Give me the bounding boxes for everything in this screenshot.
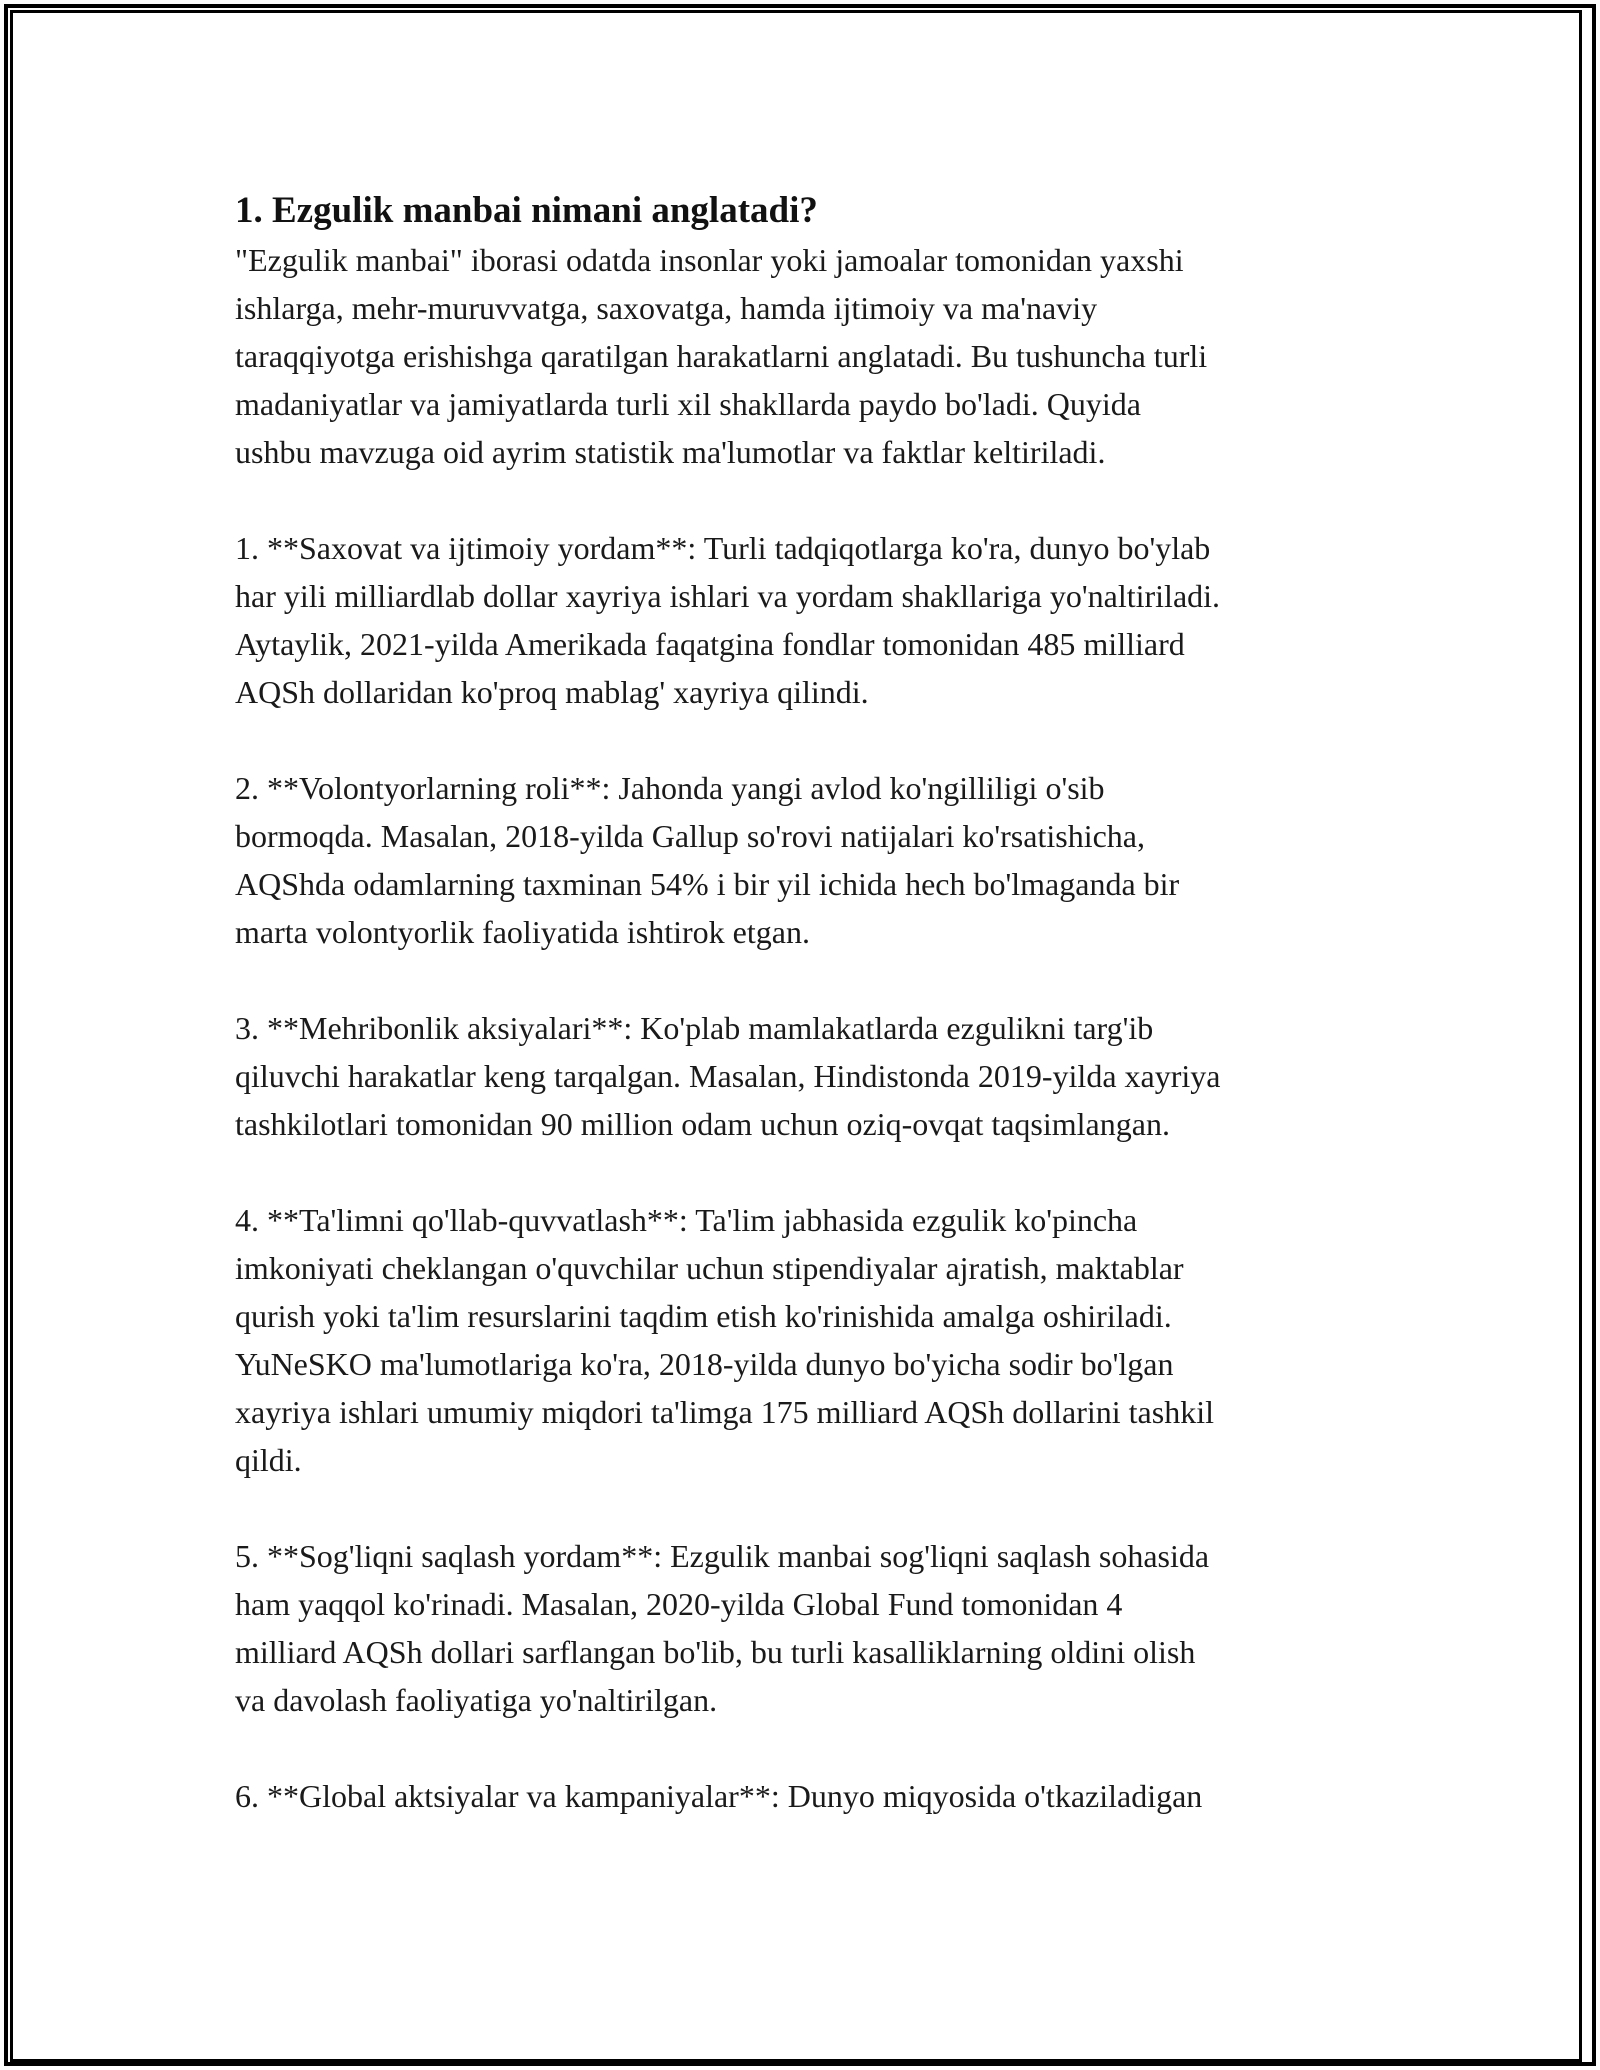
intro-paragraph: "Ezgulik manbai" iborasi odatda insonlar yoki jamoalar tomonidan yaxshi ishlarga, mehr-muruvvatga, saxovatga, hamda ijtimoiy va ma'naviy taraqqiyotga erishishga qaratilgan harakatlarni anglatadi. Bu tushuncha turli madaniyatlar va jamiyatlarda turli xil shakllarda paydo bo'ladi. Quyida ushbu mavzuga oid ayrim statistik ma'lumotlar va faktlar keltiriladi. [235, 242, 1208, 470]
list-item-5: 5. **Sog'liqni saqlash yordam**: Ezgulik manbai sog'liqni saqlash sohasida ham yaqqol ko'rinadi. Masalan, 2020-yilda Global Fund tomonidan 4 milliard AQSh dollari sarflangan bo'lib, bu turli kasalliklarning oldini olish va davolash faoliyatiga yo'naltirilgan. [235, 1538, 1210, 1718]
list-item-1: 1. **Saxovat va ijtimoiy yordam**: Turli tadqiqotlarga ko'ra, dunyo bo'ylab har yili milliardlab dollar xayriya ishlari va yordam shakllariga yo'naltiriladi. Aytaylik, 2021-yilda Amerikada faqatgina fondlar tomonidan 485 milliard AQSh dollaridan ko'proq mablag' xayriya qilindi. [235, 530, 1221, 710]
section-heading: 1. Ezgulik manbai nimani anglatadi? [235, 190, 818, 231]
list-item-2: 2. **Volontyorlarning roli**: Jahonda yangi avlod ko'ngilliligi o'sib bormoqda. Masalan, 2018-yilda Gallup so'rovi natijalari ko'rsatishicha, AQShda odamlarning taxminan 54% i bir yil ichida hech bo'lmaganda bir marta volontyorlik faoliyatida ishtirok etgan. [235, 770, 1180, 950]
list-item-3: 3. **Mehribonlik aksiyalari**: Ko'plab mamlakatlarda ezgulikni targ'ib qiluvchi harakatlar keng tarqalgan. Masalan, Hindistonda 2019-yilda xayriya tashkilotlari tomonidan 90 million odam uchun oziq-ovqat taqsimlangan. [235, 1010, 1221, 1142]
list-item-4: 4. **Ta'limni qo'llab-quvvatlash**: Ta'lim jabhasida ezgulik ko'pincha imkoniyati cheklangan o'quvchilar uchun stipendiyalar ajratish, maktablar qurish yoki ta'lim resurslarini taqdim etish ko'rinishida amalga oshiriladi. YuNeSKO ma'lumotlariga ko'ra, 2018-yilda dunyo bo'yicha sodir bo'lgan xayriya ishlari umumiy miqdori ta'limga 175 milliard AQSh dollarini tashkil qildi. [235, 1202, 1214, 1478]
document-body [235, 186, 1375, 1852]
list-item-6: 6. **Global aktsiyalar va kampaniyalar**: Dunyo miqyosida o'tkaziladigan [235, 1778, 1203, 1814]
